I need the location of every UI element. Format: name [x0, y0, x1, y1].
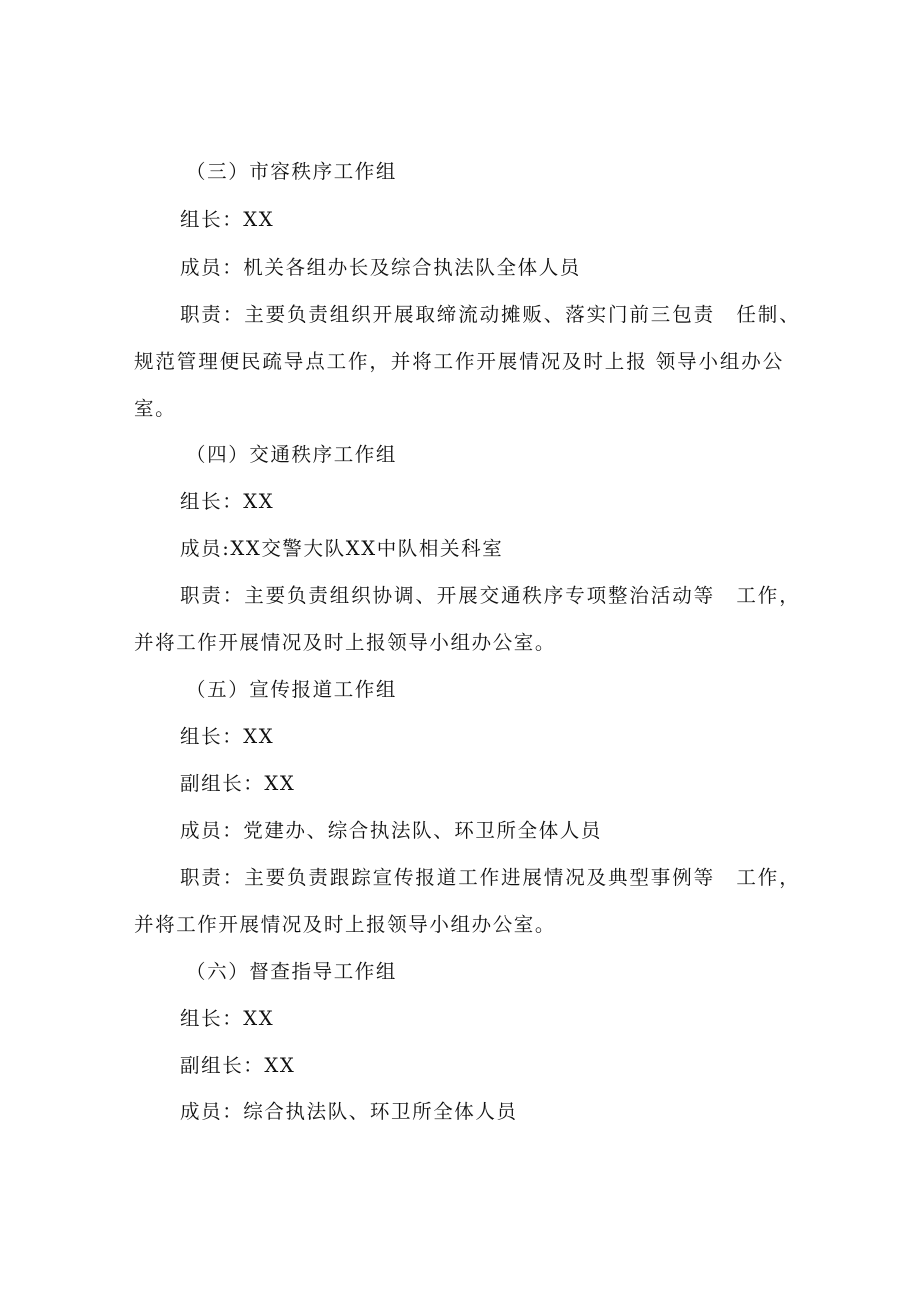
group-leader: 组长：XX: [180, 208, 275, 231]
group-duty-line: 职责：主要负责组织协调、开展交通秩序专项整治活动等 工作，: [180, 584, 801, 607]
group-members: 成员:XX交警大队XX中队相关科室: [180, 537, 504, 560]
group-duty-line: 并将工作开展情况及时上报领导小组办公室。: [134, 631, 557, 654]
group-duty-line: 职责：主要负责跟踪宣传报道工作进展情况及典型事例等 工作，: [180, 866, 801, 889]
section-heading: （三）市容秩序工作组: [186, 160, 398, 183]
group-leader: 组长：XX: [180, 490, 275, 513]
group-members: 成员：党建办、综合执法队、环卫所全体人员: [180, 819, 603, 842]
group-duty-line: 室。: [134, 397, 177, 420]
group-duty-line: 并将工作开展情况及时上报领导小组办公室。: [134, 913, 557, 936]
group-members: 成员：机关各组办长及综合执法队全体人员: [180, 256, 581, 279]
section-heading: （六）督查指导工作组: [186, 960, 398, 983]
group-duty-line: 规范管理便民疏导点工作，并将工作开展情况及时上报 领导小组办公: [134, 350, 785, 373]
group-leader: 组长：XX: [180, 1007, 275, 1030]
group-deputy-leader: 副组长：XX: [180, 772, 296, 795]
group-leader: 组长：XX: [180, 725, 275, 748]
group-deputy-leader: 副组长：XX: [180, 1054, 296, 1077]
group-members: 成员：综合执法队、环卫所全体人员: [180, 1100, 518, 1123]
section-heading: （四）交通秩序工作组: [186, 443, 398, 466]
section-heading: （五）宣传报道工作组: [186, 678, 398, 701]
group-duty-line: 职责：主要负责组织开展取缔流动摊贩、落实门前三包责 任制、: [180, 303, 801, 326]
